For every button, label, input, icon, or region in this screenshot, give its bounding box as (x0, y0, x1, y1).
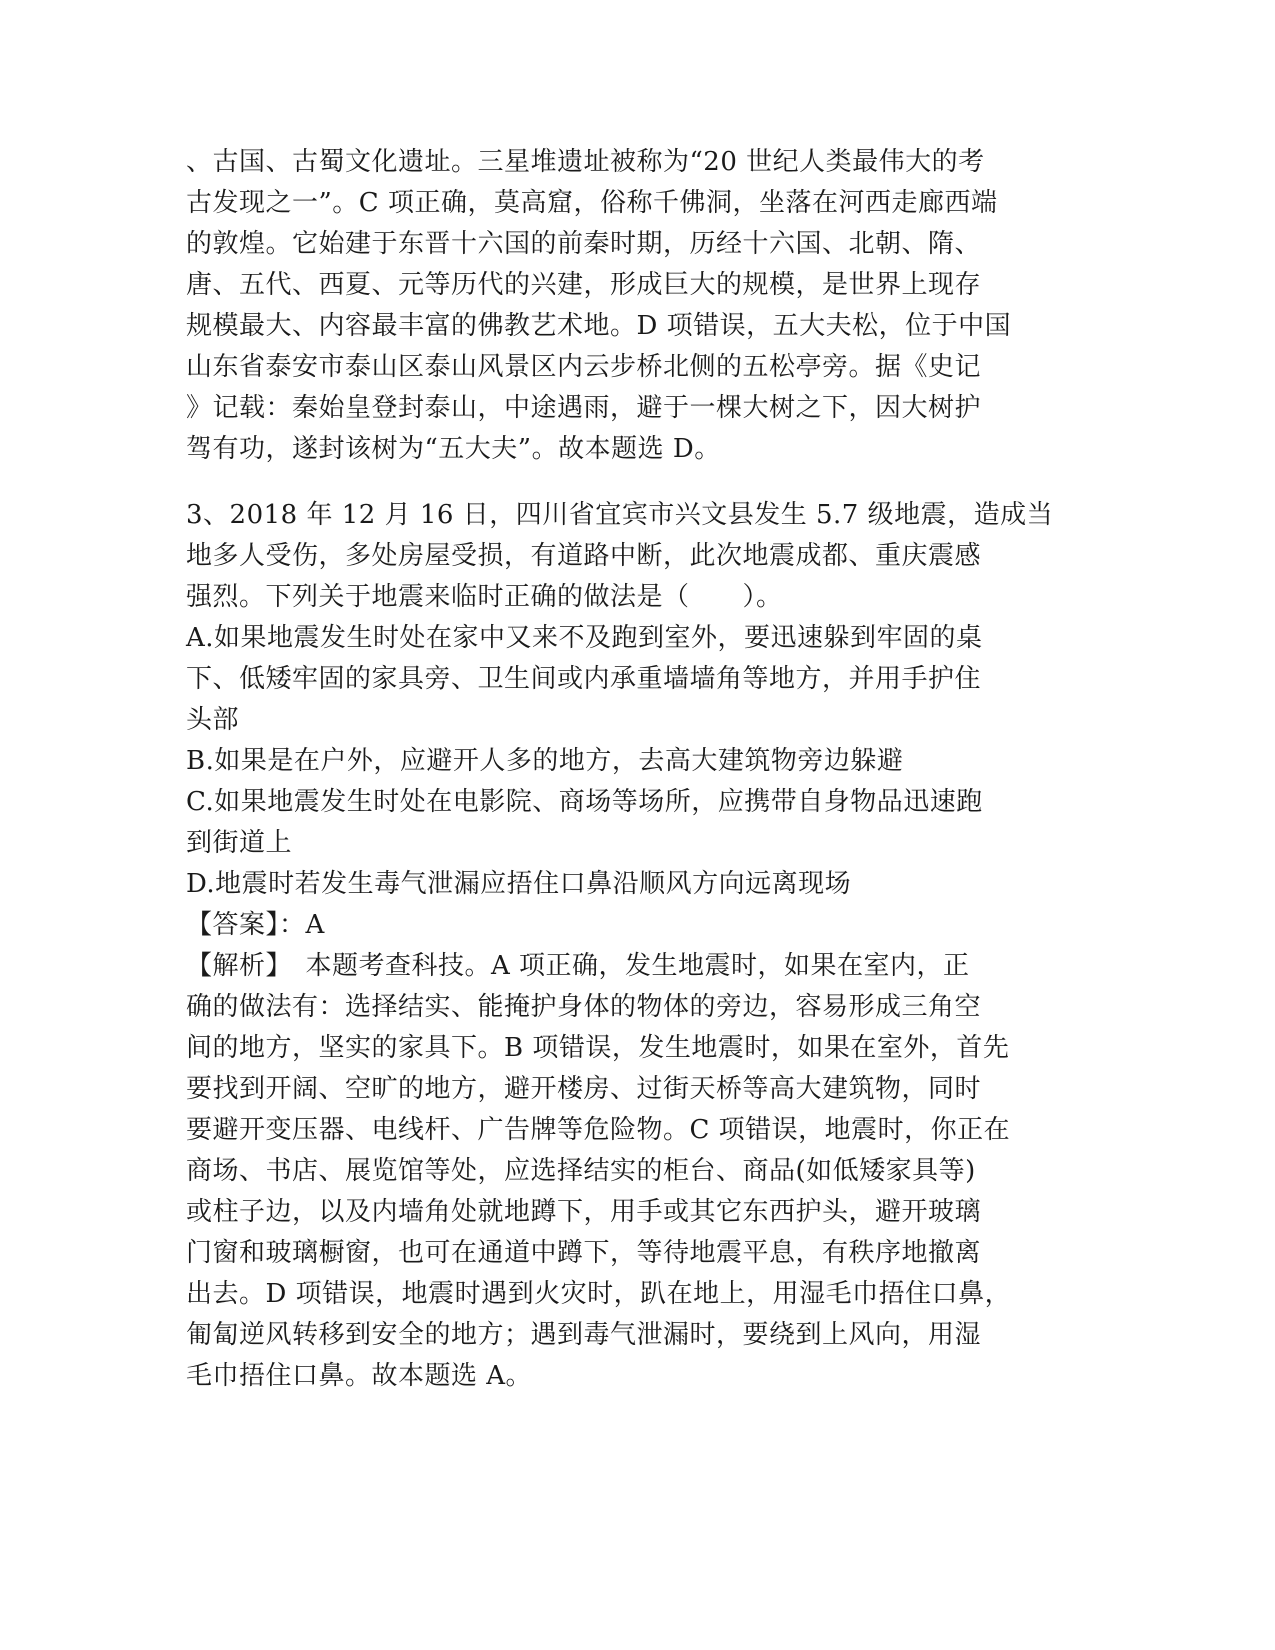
option-c-line: C.如果地震发生时处在电影院、商场等场所，应携带自身物品迅速跑 (186, 787, 983, 817)
analysis-line: 门窗和玻璃橱窗，也可在通道中蹲下，等待地震平息，有秩序地撤离 (186, 1238, 982, 1268)
analysis-line: 匍匐逆风转移到安全的地方；遇到毒气泄漏时，要绕到上风向，用湿 (186, 1320, 982, 1350)
text-line: 山东省泰安市泰山区泰山风景区内云步桥北侧的五松亭旁。据《史记 (186, 352, 982, 382)
question-stem-line: 强烈。下列关于地震来临时正确的做法是（ ）。 (186, 582, 783, 612)
analysis-line: 或柱子边，以及内墙角处就地蹲下，用手或其它东西护头，避开玻璃 (186, 1197, 982, 1227)
option-a-line: A.如果地震发生时处在家中又来不及跑到室外，要迅速躲到牢固的桌 (186, 623, 983, 653)
text-line: 古发现之一”。C 项正确，莫高窟，俗称千佛洞，坐落在河西走廊西端 (186, 188, 998, 218)
analysis-line: 间的地方，坚实的家具下。B 项错误，发生地震时，如果在室外，首先 (186, 1033, 1010, 1063)
option-a-line: 下、低矮牢固的家具旁、卫生间或内承重墙墙角等地方，并用手护住 (186, 664, 982, 694)
analysis-line: 要避开变压器、电线杆、广告牌等危险物。C 项错误，地震时，你正在 (186, 1115, 1011, 1145)
option-a-line: 头部 (186, 705, 240, 735)
text-line: 规模最大、内容最丰富的佛教艺术地。D 项错误，五大夫松，位于中国 (186, 311, 1012, 341)
analysis-line: 【解析】 本题考查科技。A 项正确，发生地震时，如果在室内，正 (186, 951, 970, 981)
text-line: 》记载：秦始皇登封泰山，中途遇雨，避于一棵大树之下，因大树护 (186, 393, 982, 423)
text-line: 、古国、古蜀文化遗址。三星堆遗址被称为“20 世纪人类最伟大的考 (186, 147, 985, 177)
text-line: 的敦煌。它始建于东晋十六国的前秦时期，历经十六国、北朝、隋、 (186, 229, 982, 259)
analysis-line: 出去。D 项错误，地震时遇到火灾时，趴在地上，用湿毛巾捂住口鼻， (186, 1279, 1012, 1309)
option-b-line: B.如果是在户外，应避开人多的地方，去高大建筑物旁边躲避 (186, 746, 904, 776)
analysis-line: 毛巾捂住口鼻。故本题选 A。 (186, 1361, 533, 1391)
analysis-line: 确的做法有：选择结实、能掩护身体的物体的旁边，容易形成三角空 (186, 992, 982, 1022)
analysis-line: 商场、书店、展览馆等处，应选择结实的柜台、商品(如低矮家具等) (186, 1156, 976, 1186)
analysis-line: 要找到开阔、空旷的地方，避开楼房、过街天桥等高大建筑物，同时 (186, 1074, 982, 1104)
question-stem-line: 3、2018 年 12 月 16 日，四川省宜宾市兴文县发生 5.7 级地震，造成当 (186, 500, 1054, 530)
question-stem-line: 地多人受伤，多处房屋受损，有道路中断，此次地震成都、重庆震感 (186, 541, 982, 571)
text-line: 驾有功，遂封该树为“五大夫”。故本题选 D。 (186, 434, 721, 464)
option-d-line: D.地震时若发生毒气泄漏应捂住口鼻沿顺风方向远离现场 (186, 869, 852, 899)
option-c-line: 到街道上 (186, 828, 293, 858)
text-line: 唐、五代、西夏、元等历代的兴建，形成巨大的规模，是世界上现存 (186, 270, 982, 300)
answer-line: 【答案】：A (186, 910, 325, 940)
